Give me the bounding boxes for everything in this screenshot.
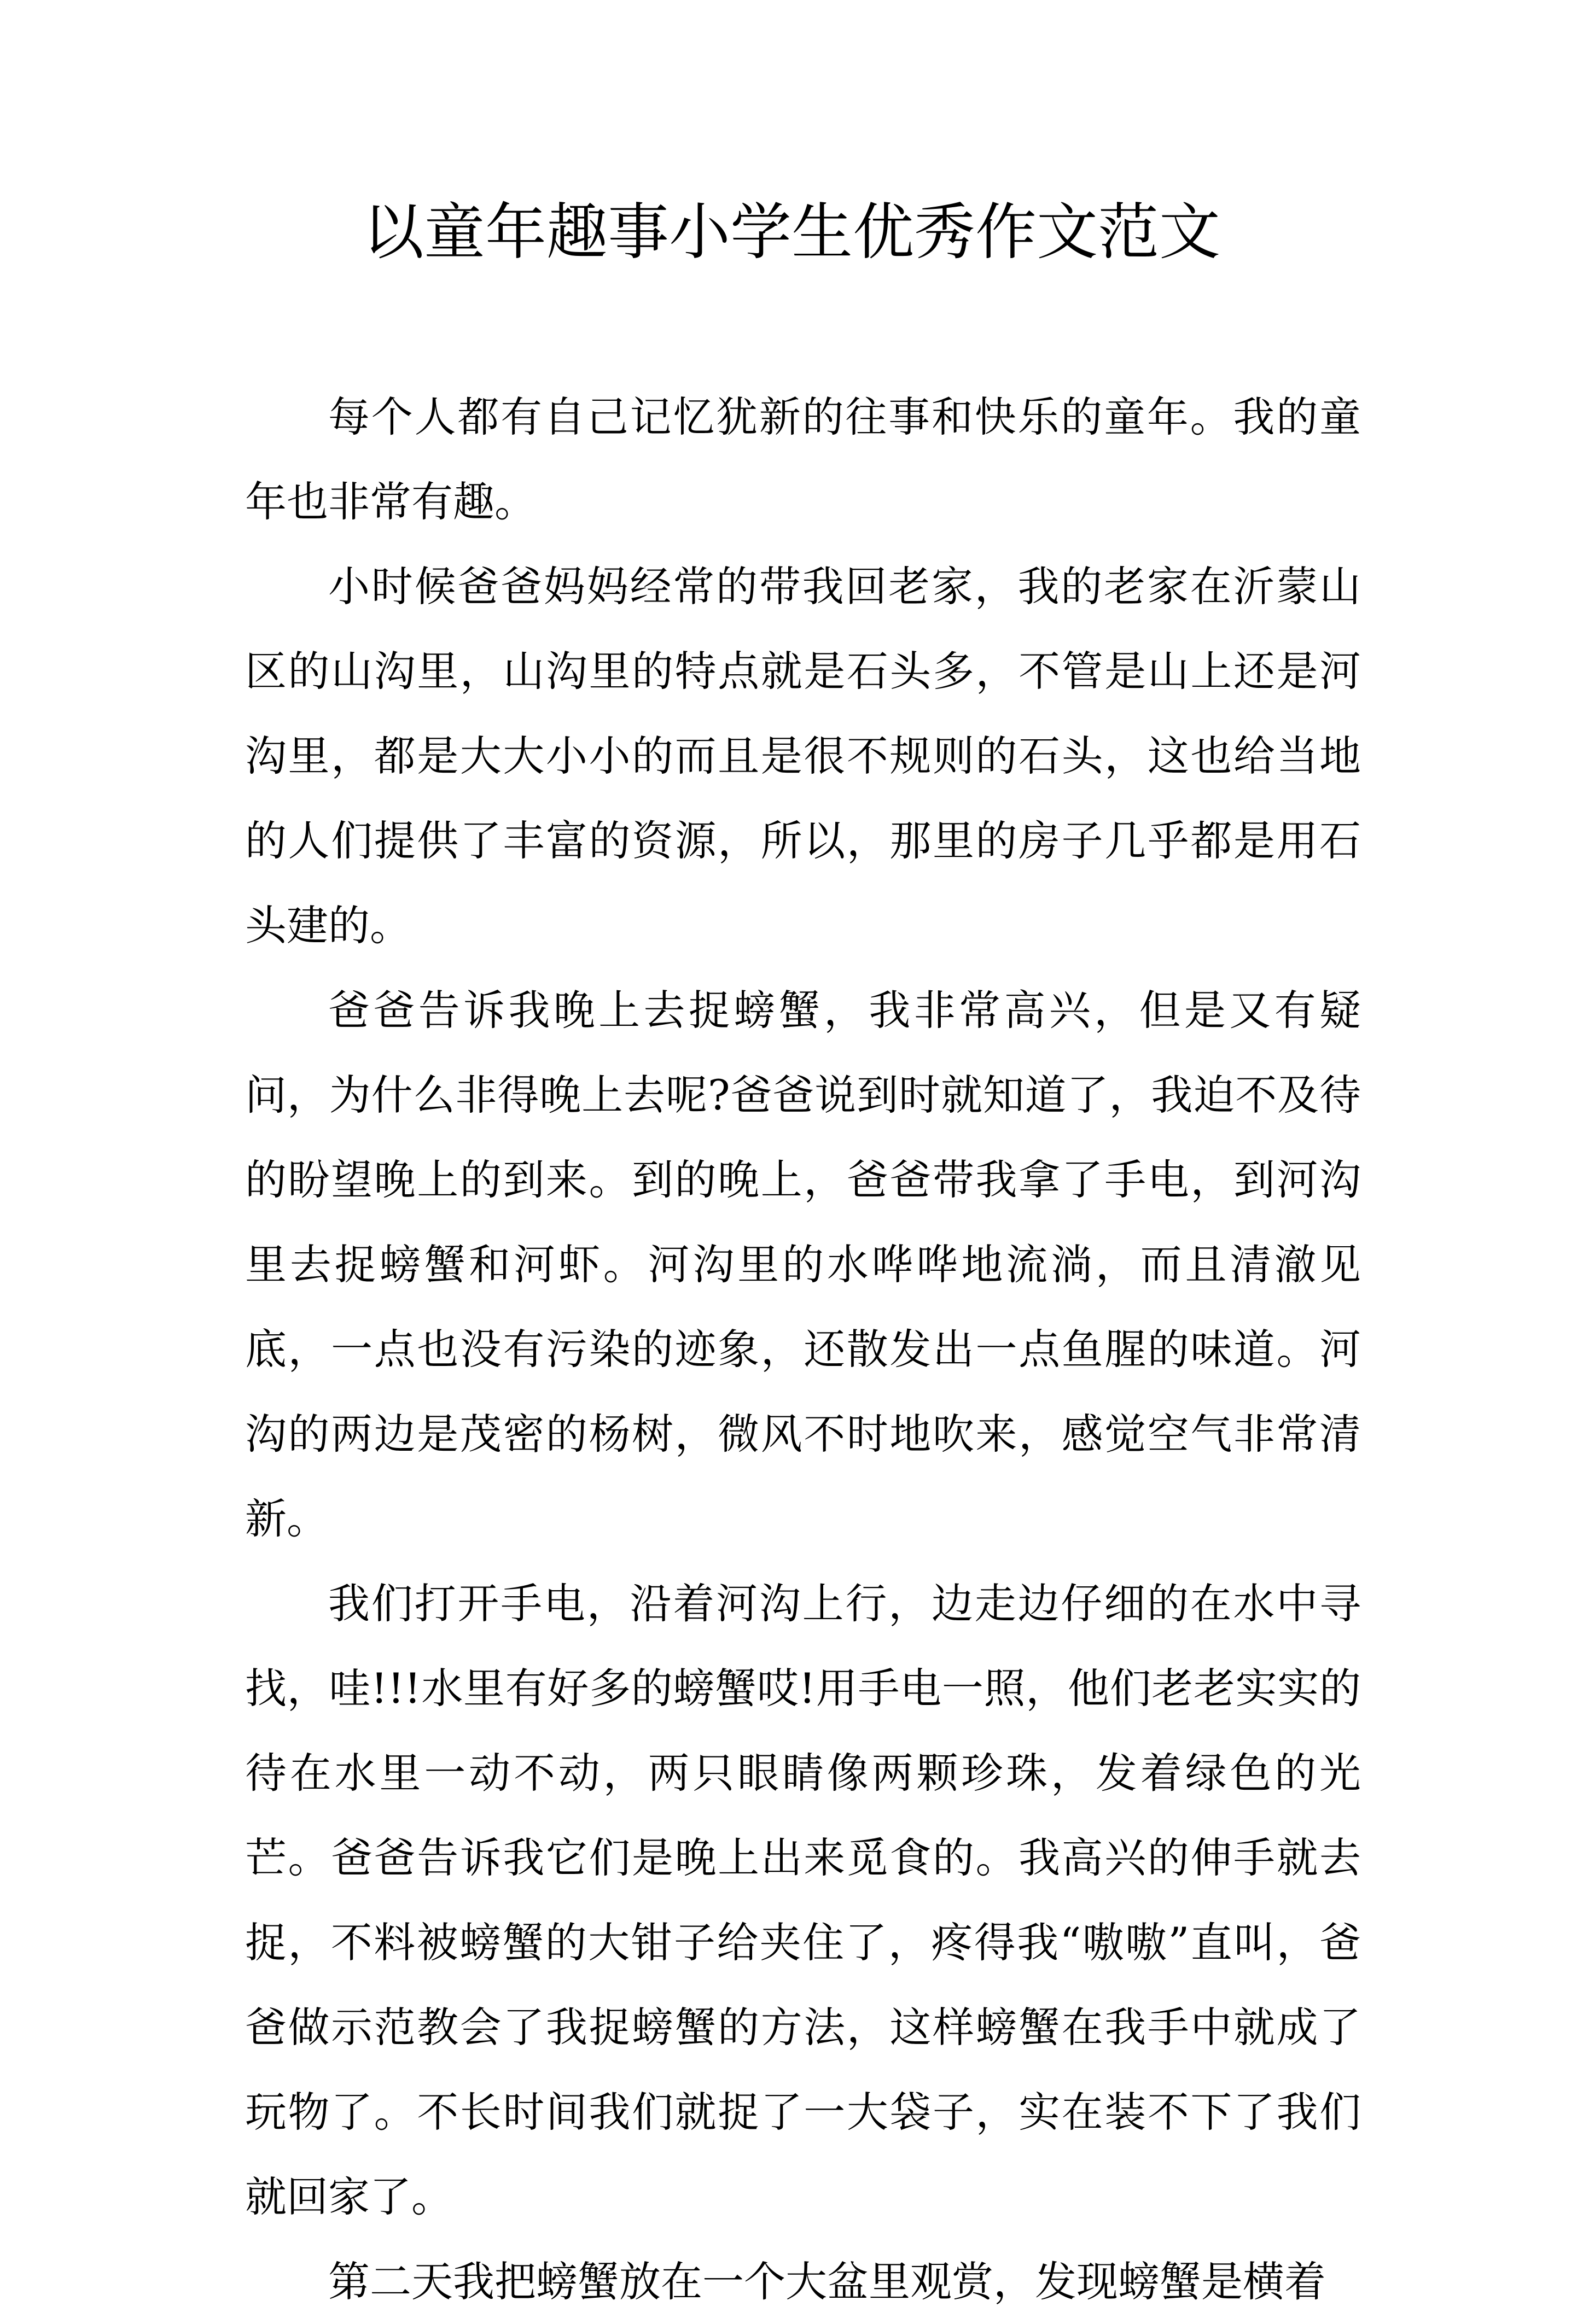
paragraph: 每个人都有自己记忆犹新的往事和快乐的童年。我的童年也非常有趣。 [245,393,1361,526]
paragraph: 第二天我把螃蟹放在一个大盆里观赏，发现螃蟹是横着 [328,2257,1326,2306]
document-body [245,375,1361,2324]
paragraph: 爸爸告诉我晚上去捉螃蟹，我非常高兴，但是又有疑问，为什么非得晚上去呢?爸爸说到时就知道了，我迫不及待的盼望晚上的到来。到的晚上，爸爸带我拿了手电，到河沟里去捉螃蟹和河虾。河沟里的水哗哗地流淌，而且清澈见底，一点也没有污染的迹象，还散发出一点鱼腥的味道。河沟的两边是茂密的杨树，微风不时地吹来，感觉空气非常清新。 [245,986,1361,1543]
paragraph: 我们打开手电，沿着河沟上行，边走边仔细的在水中寻找，哇!!!水里有好多的螃蟹哎!用手电一照，他们老老实实的待在水里一动不动，两只眼睛像两颗珍珠，发着绿色的光芒。爸爸告诉我它们是晚上出来觅食的。我高兴的伸手就去捉，不料被螃蟹的大钳子给夹住了，疼得我“嗷嗷”直叫，爸爸做示范教会了我捉螃蟹的方法，这样螃蟹在我手中就成了玩物了。不长时间我们就捉了一大袋子，实在装不下了我们就回家了。 [245,1579,1361,2221]
paragraph: 小时候爸爸妈妈经常的带我回老家，我的老家在沂蒙山区的山沟里，山沟里的特点就是石头多，不管是山上还是河沟里，都是大大小小的而且是很不规则的石头，这也给当地的人们提供了丰富的资源，所以，那里的房子几乎都是用石头建的。 [245,562,1361,950]
document-title: 以童年趣事小学生优秀作文范文 [363,197,1220,268]
